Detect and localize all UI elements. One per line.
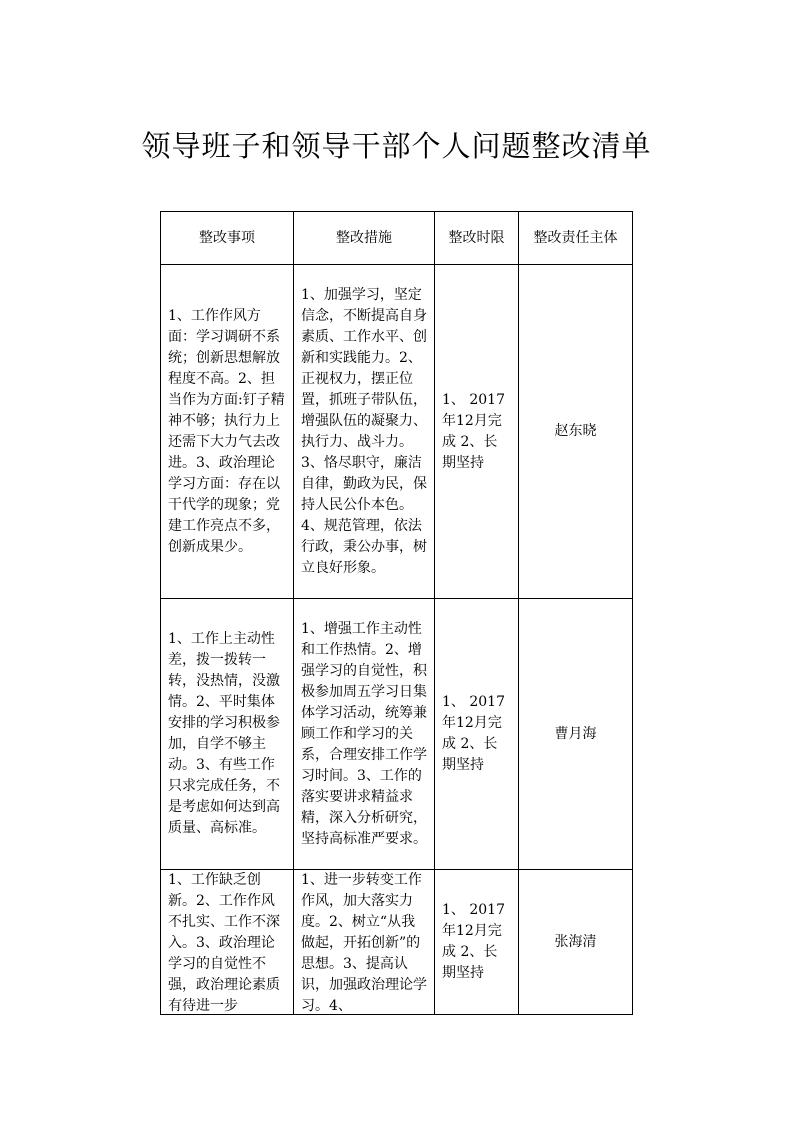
cell-time: 1、 2017年12月完成 2、长期坚持 <box>435 870 519 1015</box>
table-row <box>161 265 633 599</box>
document-title: 领导班子和领导干部个人问题整改清单 <box>141 129 652 163</box>
header-measure: 整改措施 <box>294 212 435 265</box>
cell-item <box>161 870 294 1015</box>
cell-item: 1、工作作风方面：学习调研不系统；创新思想解放程度不高。2、担当作为方面:钉子精神不够；执行力上还需下大力气去改进。3、政治理论学习方面：存在以干代学的现象；党建工作亮点不多，创新成果少。 <box>161 265 294 599</box>
cell-item-text: 1、工作缺乏创新。2、工作作风不扎实、工作不深入。3、政治理论学习的自觉性不强，政治理论素质有待进一步 <box>168 872 280 1014</box>
cell-owner: 曹月海 <box>519 599 633 870</box>
table-row <box>161 599 633 870</box>
cell-owner: 赵东晓 <box>519 265 633 599</box>
header-time: 整改时限 <box>435 212 519 265</box>
cell-measure <box>294 870 435 1015</box>
rectification-table <box>160 211 633 1015</box>
table-header-row <box>161 212 633 265</box>
table-row <box>161 870 633 1015</box>
cell-owner: 张海清 <box>519 870 633 1015</box>
cell-item: 1、工作上主动性差，拨一拨转一转，没热情，没激情。2、平时集体安排的学习积极参加，自学不够主动。3、有些工作只求完成任务，不是考虑如何达到高质量、高标准。 <box>161 599 294 870</box>
cell-measure: 1、加强学习，坚定信念，不断提高自身素质、工作水平、创新和实践能力。2、正视权力，摆正位置，抓班子带队伍，增强队伍的凝聚力、执行力、战斗力。3、恪尽职守，廉洁自律，勤政为民，保持人民公仆本色。4、规范管理，依法行政，秉公办事，树立良好形象。 <box>294 265 435 599</box>
cell-time: 1、 2017年12月完成 2、长期坚持 <box>435 265 519 599</box>
header-item: 整改事项 <box>161 212 294 265</box>
cell-measure-text: 1、进一步转变工作作风，加大落实力度。2、树立“从我做起，开拓创新”的思想。3、提高认识，加强政治理论学习。4、 <box>301 872 427 1014</box>
header-owner: 整改责任主体 <box>519 212 633 265</box>
cell-measure: 1、增强工作主动性和工作热情。2、增强学习的自觉性，积极参加周五学习日集体学习活动，统筹兼顾工作和学习的关系，合理安排工作学习时间。3、工作的落实要讲求精益求精，深入分析研究，坚持高标准严要求。 <box>294 599 435 870</box>
cell-time: 1、 2017年12月完成 2、长期坚持 <box>435 599 519 870</box>
